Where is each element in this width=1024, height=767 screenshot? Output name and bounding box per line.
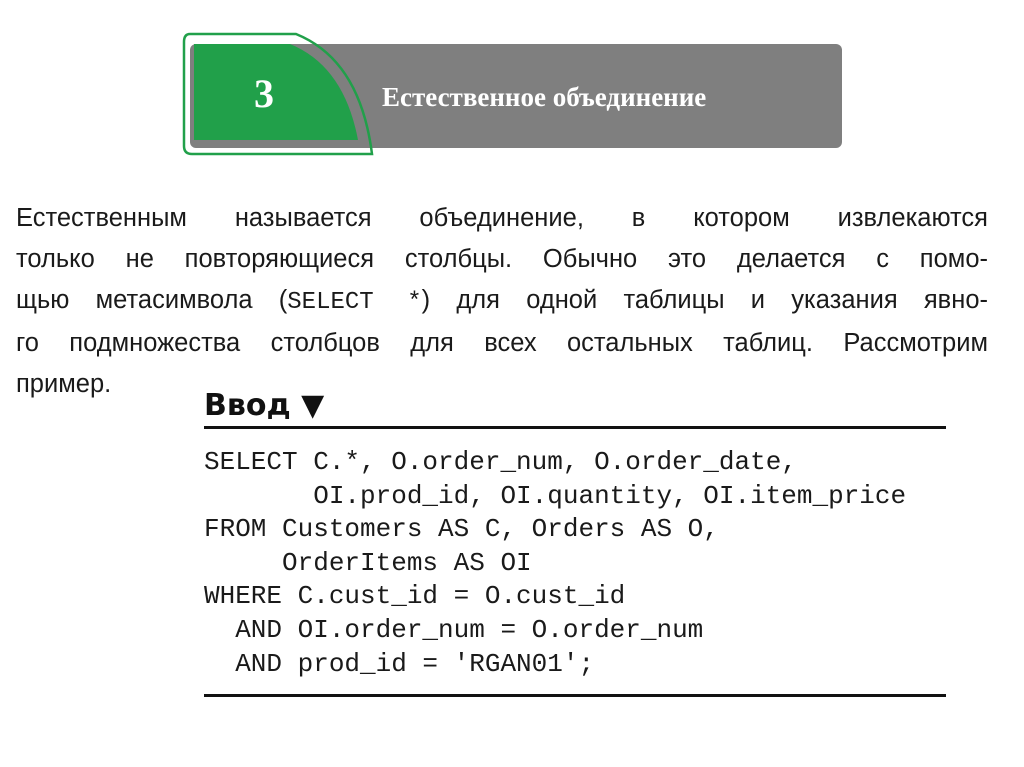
paragraph-text: щью метасимвола (: [16, 286, 288, 314]
code-line: OI.prod_id, OI.quantity, OI.item_price: [204, 480, 907, 511]
code-line: SELECT C.*, O.order_num, O.order_date,: [204, 447, 797, 477]
code-top-rule: [204, 426, 946, 429]
body-paragraph: [16, 198, 988, 405]
paragraph-line: только не повторяющиеся столбцы. Обычно это делается с помо-: [16, 245, 988, 273]
sql-code-block: [204, 446, 906, 681]
paragraph-line: [16, 280, 988, 323]
code-line: FROM Customers AS C, Orders AS O,: [204, 514, 719, 545]
paragraph-line: Естественным называется объединение, в котором извлекаются: [16, 204, 988, 232]
code-line: AND prod_id = 'RGAN01';: [204, 648, 595, 679]
paragraph-line: го подмножества столбцов для всех остальных таблиц. Рассмотрим: [16, 329, 988, 357]
paragraph-line: пример.: [16, 370, 112, 398]
slide-number: 3: [254, 71, 274, 116]
slide-title: Естественное объединение: [382, 82, 707, 112]
code-line: OrderItems AS OI: [204, 547, 532, 578]
inline-code: SELECT *: [287, 289, 422, 316]
code-line: AND OI.order_num = O.order_num: [204, 614, 704, 645]
code-bottom-rule: [204, 694, 946, 697]
paragraph-text: ) для одной таблицы и указания явно-: [421, 286, 988, 314]
input-heading: Ввод ▼: [204, 388, 325, 423]
code-line: WHERE C.cust_id = O.cust_id: [204, 581, 626, 612]
